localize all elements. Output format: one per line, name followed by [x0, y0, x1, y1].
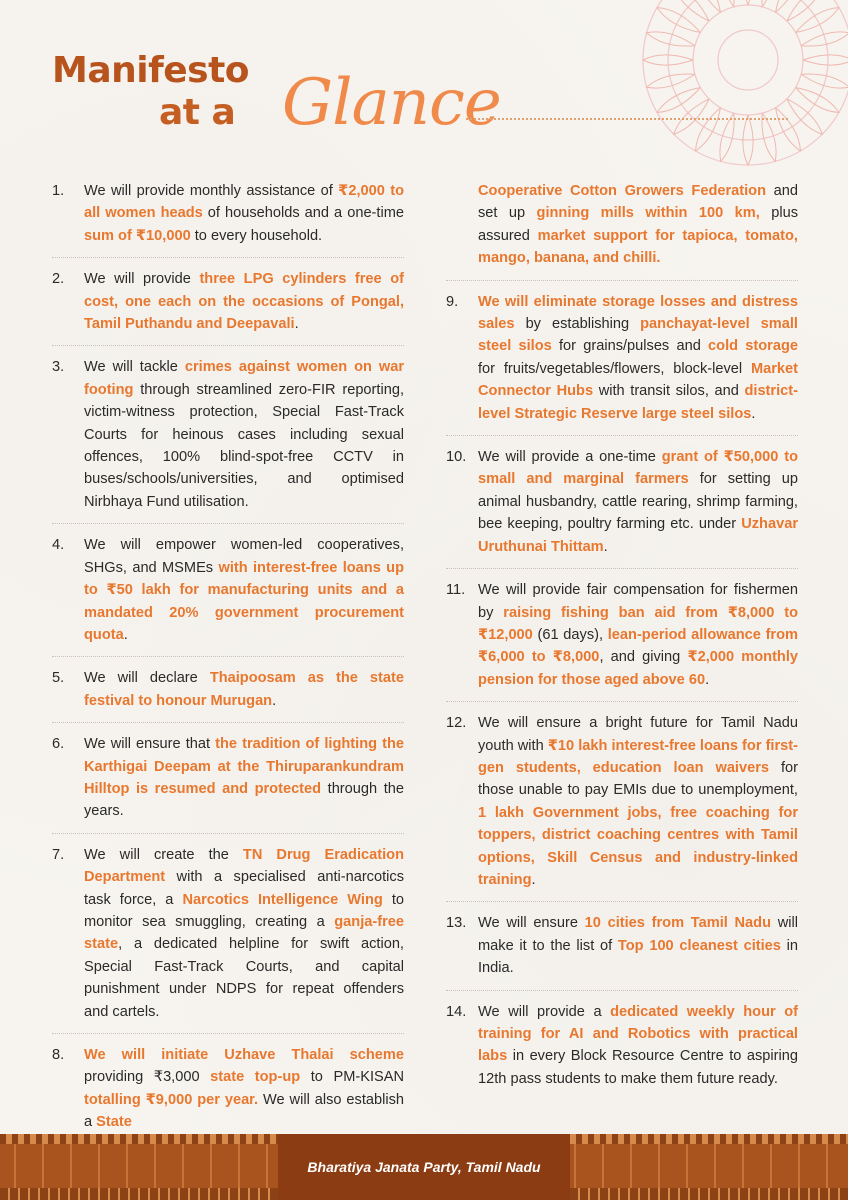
- highlighted-text: We will eliminate storage losses and distress sales: [478, 293, 798, 333]
- item-text: [84, 844, 404, 1023]
- body-text: to PM-KISAN: [300, 1069, 405, 1086]
- body-text: through streamlined zero-FIR reporting, victim-witness protection, Special Fast-Track Courts for heinous cases including sexual offences, 100% blind-spot-free CCTV in buses/schools/universities, and optimised Nirbhaya Fund utilisation.: [84, 381, 404, 510]
- highlighted-text: sum of ₹10,000: [84, 227, 191, 244]
- item-text: [478, 912, 798, 979]
- body-text: (61 days),: [532, 626, 608, 643]
- body-text: plus assured: [478, 205, 799, 244]
- highlighted-text: ₹2,000 monthly pension for those aged above 60: [478, 649, 799, 688]
- body-text: .: [751, 405, 756, 422]
- body-text: will make it to the list of: [478, 915, 798, 954]
- list-item: [52, 733, 404, 834]
- highlighted-text: 1 lakh Government jobs, free coaching for toppers, district coaching centres with Tamil options, Skill Census and industry-linked training: [478, 804, 798, 888]
- footer: [0, 1134, 848, 1200]
- highlighted-text: Market Connector Hubs: [478, 360, 798, 400]
- body-text: in every Block Resource Centre to aspiring 12th pass students to make them future ready.: [478, 1048, 798, 1087]
- body-text: , a dedicated helpline for swift action, Special Fast-Track Courts, and capital punishment under NDPS for repeat offenders and cartels.: [84, 936, 404, 1020]
- item-8-continued: [446, 180, 798, 281]
- list-item: [52, 667, 404, 723]
- highlighted-text: three LPG cylinders free of cost, one each on the occasions of Pongal, Tamil Puthandu and Deepavali: [84, 271, 404, 333]
- highlighted-text: Narcotics Intelligence Wing: [182, 891, 383, 908]
- list-item: [446, 1001, 798, 1101]
- body-text: in India.: [478, 937, 798, 977]
- right-column: [446, 180, 798, 1110]
- highlighted-text: with interest-free loans up to ₹50 lakh for manufacturing units and a mandated 20% government procurement quota: [84, 559, 404, 643]
- highlighted-text: ₹10 lakh interest-free loans for first-gen students, education loan waivers: [478, 737, 799, 776]
- body-text: for fruits/vegetables/flowers, block-level: [478, 360, 751, 377]
- item-text: [478, 712, 798, 891]
- highlighted-text: 10 cities from Tamil Nadu: [584, 915, 772, 932]
- item-number: 10.: [446, 449, 467, 466]
- body-text: .: [272, 692, 277, 709]
- item-number: 14.: [446, 1003, 467, 1020]
- body-text: by establishing: [514, 316, 641, 333]
- highlighted-text: Cooperative Cotton Growers Federation: [478, 183, 767, 199]
- mandala-petal: [743, 0, 753, 5]
- body-text: We will provide monthly assistance of: [84, 183, 339, 199]
- body-text: with transit silos, and: [593, 383, 745, 400]
- body-text: We will provide: [84, 271, 200, 288]
- title-dotted-rule: [466, 118, 788, 120]
- body-text: of households and a one-time: [202, 205, 404, 222]
- body-text: .: [603, 538, 608, 555]
- highlighted-text: dedicated weekly hour of training for AI and Robotics with practical labs: [478, 1003, 799, 1065]
- highlighted-text: market support for tapioca, tomato, mango, banana, and chilli.: [478, 227, 798, 267]
- mandala-petal: [803, 55, 848, 65]
- body-text: We will also establish a: [84, 1091, 404, 1131]
- list-item: [52, 844, 404, 1034]
- body-text: .: [531, 871, 536, 888]
- list-item: [52, 268, 404, 346]
- item-number: 4.: [52, 537, 65, 554]
- body-text: .: [123, 626, 128, 643]
- body-text: We will create the: [84, 846, 243, 863]
- body-text: with a specialised anti-narcotics task force, a: [84, 869, 404, 908]
- highlighted-text: state top-up: [210, 1069, 301, 1086]
- body-text: We will tackle: [84, 359, 185, 376]
- list-item: [446, 712, 798, 902]
- highlighted-text: crimes against women on war footing: [84, 359, 404, 398]
- list-item: [446, 446, 798, 569]
- highlighted-text: grant of ₹50,000 to small and marginal farmers: [478, 449, 798, 488]
- body-text: .: [705, 671, 710, 688]
- item-text: [84, 180, 404, 247]
- item-text: [84, 534, 404, 646]
- list-item: [446, 912, 798, 990]
- item-text: [84, 733, 404, 823]
- body-text: through the years.: [84, 780, 404, 820]
- title-line-manifesto: Manifesto: [52, 50, 250, 91]
- item-text: [84, 667, 404, 712]
- body-text: and set up: [478, 183, 799, 222]
- highlighted-text: ₹2,000 to all women heads: [84, 183, 404, 222]
- body-text: We will ensure that: [84, 736, 216, 753]
- item-number: 5.: [52, 670, 65, 687]
- body-text: to every household.: [190, 227, 323, 244]
- mandala-petal: [776, 0, 801, 12]
- body-text: We will provide a one-time: [478, 449, 662, 466]
- item-text: [478, 579, 798, 691]
- body-text: for setting up animal husbandry, cattle rearing, shrimp farming, bee keeping, poultry farming etc. under: [478, 471, 798, 533]
- body-text: .: [294, 316, 299, 333]
- highlighted-text: lean-period allowance from ₹6,000 to ₹8,000: [478, 626, 798, 666]
- body-text: for grains/pulses and: [551, 338, 709, 355]
- item-number: 12.: [446, 715, 467, 732]
- item-number: 1.: [52, 183, 65, 199]
- item-number: 7.: [52, 846, 65, 863]
- list-item: [52, 180, 404, 258]
- left-column: [52, 180, 404, 1154]
- item-number: 11.: [446, 582, 466, 599]
- item-text: [84, 356, 404, 513]
- highlighted-text: cold storage: [708, 338, 798, 355]
- mandala-petal: [801, 74, 848, 88]
- body-text: We will provide a: [478, 1003, 611, 1020]
- body-text: We will declare: [84, 670, 210, 687]
- item-text: [478, 1001, 798, 1091]
- body-text: to monitor sea smuggling, creating a: [84, 891, 404, 930]
- item-text: [478, 291, 798, 425]
- highlighted-text: TN Drug Eradication Department: [84, 846, 404, 886]
- item-number: 9.: [446, 293, 459, 310]
- list-item: [52, 534, 404, 657]
- highlighted-text: panchayat-level small steel silos: [478, 316, 798, 355]
- footer-party-label: Bharatiya Janata Party, Tamil Nadu: [278, 1134, 570, 1200]
- body-text: We will provide fair compensation for fishermen by: [478, 582, 798, 621]
- item-number: 2.: [52, 271, 65, 288]
- highlighted-text: ganja-free state: [84, 913, 404, 953]
- highlighted-text: Thaipoosam as the state festival to honour Murugan: [84, 670, 405, 709]
- body-text: We will ensure a bright future for Tamil Nadu youth with: [478, 715, 798, 754]
- item-text: [84, 1044, 404, 1134]
- body-text: , and giving: [599, 649, 688, 666]
- item-text: [84, 268, 404, 335]
- mandala-petal: [762, 0, 776, 7]
- item-number: 6.: [52, 736, 65, 753]
- list-item: [52, 356, 404, 524]
- highlighted-text: totalling ₹9,000 per year.: [84, 1091, 259, 1108]
- page-title: [52, 44, 752, 140]
- body-text: for those unable to pay EMIs due to unemployment,: [478, 759, 798, 799]
- highlighted-text: ginning mills within 100 km,: [536, 205, 760, 222]
- item-text: [478, 446, 798, 558]
- mandala-petal: [696, 0, 721, 12]
- highlighted-text: State: [96, 1114, 132, 1131]
- title-line-at-a: at a: [159, 92, 236, 133]
- list-item: [52, 1044, 404, 1144]
- highlighted-text: Uzhavar Uruthunai Thittam: [478, 516, 798, 555]
- item-number: 13.: [446, 915, 467, 932]
- highlighted-text: raising fishing ban aid from ₹8,000 to ₹12,000: [478, 604, 799, 643]
- highlighted-text: district-level Strategic Reserve large steel silos: [478, 383, 798, 422]
- body-text: We will ensure: [478, 915, 585, 932]
- mandala-petal: [720, 0, 734, 7]
- highlighted-text: We will initiate Uzhave Thalai scheme: [84, 1047, 404, 1063]
- body-text: providing ₹3,000: [84, 1069, 211, 1086]
- mandala-petal: [801, 32, 848, 46]
- list-item: [446, 291, 798, 436]
- item-number: 8.: [52, 1047, 65, 1063]
- item-number: 3.: [52, 359, 65, 376]
- list-item: [446, 579, 798, 702]
- body-text: We will empower women-led cooperatives, SHGs, and MSMEs: [84, 537, 404, 576]
- highlighted-text: Top 100 cleanest cities: [617, 937, 781, 954]
- title-script-glance: Glance: [282, 66, 501, 140]
- highlighted-text: the tradition of lighting the Karthigai Deepam at the Thiruparankundram Hilltop is resumed and protected: [84, 736, 404, 797]
